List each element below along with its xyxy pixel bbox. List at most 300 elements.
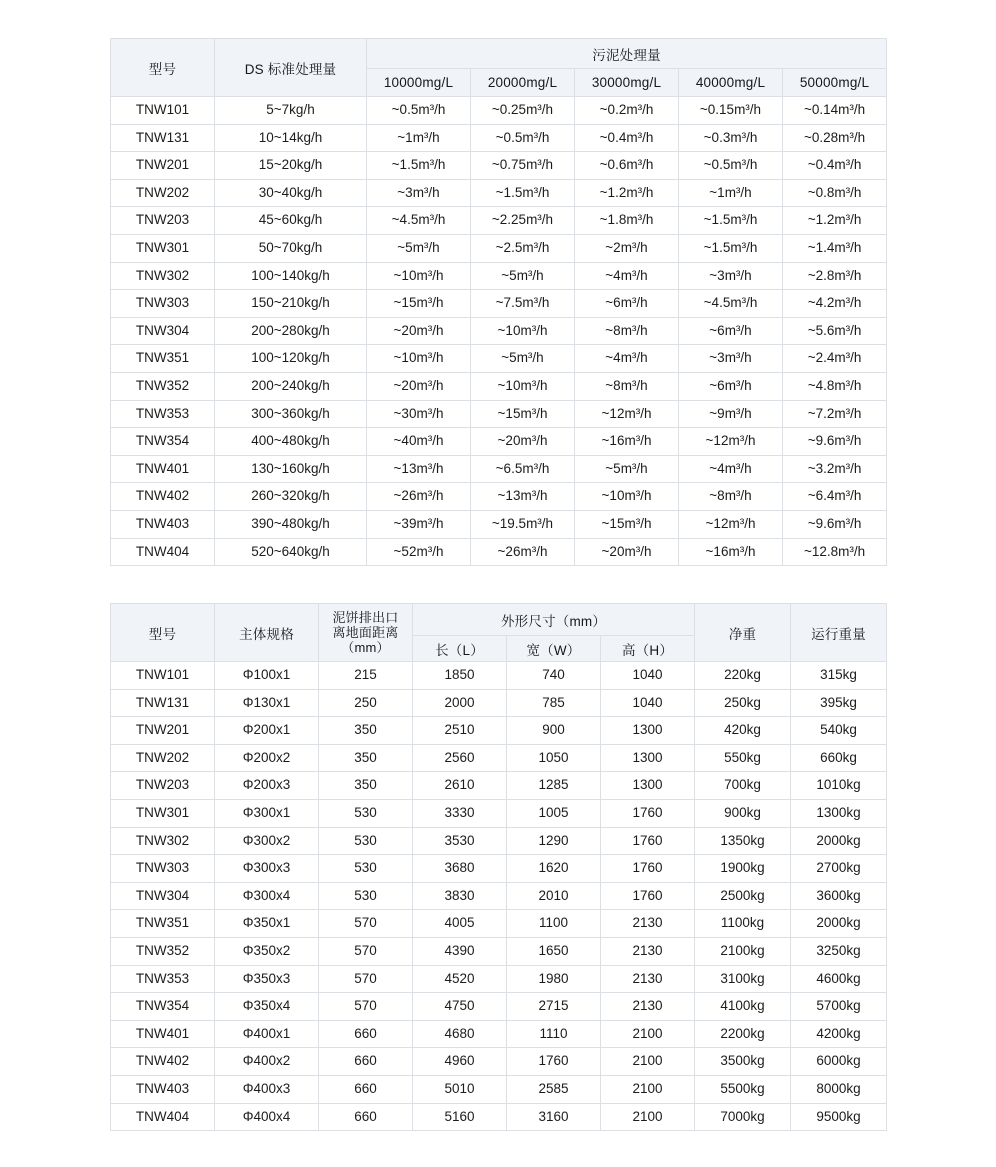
cell-net-weight: 900kg <box>695 799 791 827</box>
cell-capacity-10000mg/L: ~5m³/h <box>367 234 471 262</box>
cell-capacity-30000mg/L: ~15m³/h <box>575 510 679 538</box>
header-concentration-40000: 40000mg/L <box>679 69 783 97</box>
cell-capacity-30000mg/L: ~5m³/h <box>575 455 679 483</box>
table-row <box>111 717 887 745</box>
cell-model: TNW131 <box>111 689 215 717</box>
cell-capacity-30000mg/L: ~1.8m³/h <box>575 207 679 235</box>
table-row <box>111 97 887 125</box>
cell-length: 4005 <box>413 910 507 938</box>
table-row <box>111 179 887 207</box>
cell-ds-capacity: 10~14kg/h <box>215 124 367 152</box>
cell-net-weight: 220kg <box>695 662 791 690</box>
table-row <box>111 882 887 910</box>
table-row <box>111 1020 887 1048</box>
cell-width: 1100 <box>507 910 601 938</box>
cell-capacity-30000mg/L: ~8m³/h <box>575 372 679 400</box>
table-row <box>111 400 887 428</box>
cell-capacity-20000mg/L: ~13m³/h <box>471 483 575 511</box>
cell-model: TNW402 <box>111 1048 215 1076</box>
cell-capacity-30000mg/L: ~4m³/h <box>575 345 679 373</box>
cell-capacity-40000mg/L: ~0.5m³/h <box>679 152 783 180</box>
cell-discharge-height: 660 <box>319 1075 413 1103</box>
table-row <box>111 662 887 690</box>
header-height: 高（H） <box>601 636 695 662</box>
cell-body-spec: Φ350x4 <box>215 993 319 1021</box>
cell-body-spec: Φ350x2 <box>215 937 319 965</box>
cell-capacity-40000mg/L: ~4.5m³/h <box>679 290 783 318</box>
cell-ds-capacity: 100~120kg/h <box>215 345 367 373</box>
cell-length: 2610 <box>413 772 507 800</box>
cell-body-spec: Φ300x1 <box>215 799 319 827</box>
header-discharge-height-line-2: 离地面距离 <box>332 624 399 640</box>
cell-capacity-50000mg/L: ~1.2m³/h <box>783 207 887 235</box>
cell-capacity-20000mg/L: ~7.5m³/h <box>471 290 575 318</box>
header-row-top <box>111 39 887 69</box>
header-operating-weight: 运行重量 <box>791 604 887 662</box>
cell-height: 1300 <box>601 717 695 745</box>
cell-capacity-10000mg/L: ~10m³/h <box>367 345 471 373</box>
cell-ds-capacity: 200~280kg/h <box>215 317 367 345</box>
cell-capacity-40000mg/L: ~1m³/h <box>679 179 783 207</box>
cell-capacity-30000mg/L: ~10m³/h <box>575 483 679 511</box>
cell-height: 1760 <box>601 882 695 910</box>
cell-capacity-50000mg/L: ~2.8m³/h <box>783 262 887 290</box>
cell-capacity-40000mg/L: ~16m³/h <box>679 538 783 566</box>
cell-discharge-height: 570 <box>319 910 413 938</box>
cell-height: 1760 <box>601 827 695 855</box>
header-sludge-capacity-group: 污泥处理量 <box>367 39 887 69</box>
cell-ds-capacity: 150~210kg/h <box>215 290 367 318</box>
cell-capacity-30000mg/L: ~8m³/h <box>575 317 679 345</box>
cell-capacity-20000mg/L: ~19.5m³/h <box>471 510 575 538</box>
cell-height: 2130 <box>601 910 695 938</box>
cell-capacity-40000mg/L: ~9m³/h <box>679 400 783 428</box>
cell-operating-weight: 660kg <box>791 744 887 772</box>
cell-model: TNW303 <box>111 855 215 883</box>
cell-net-weight: 550kg <box>695 744 791 772</box>
cell-length: 3830 <box>413 882 507 910</box>
cell-model: TNW101 <box>111 97 215 125</box>
cell-operating-weight: 2700kg <box>791 855 887 883</box>
cell-ds-capacity: 30~40kg/h <box>215 179 367 207</box>
cell-capacity-30000mg/L: ~0.4m³/h <box>575 124 679 152</box>
cell-height: 1040 <box>601 662 695 690</box>
cell-length: 2510 <box>413 717 507 745</box>
cell-capacity-10000mg/L: ~15m³/h <box>367 290 471 318</box>
cell-length: 3530 <box>413 827 507 855</box>
cell-capacity-20000mg/L: ~1.5m³/h <box>471 179 575 207</box>
cell-height: 1300 <box>601 744 695 772</box>
table-row <box>111 483 887 511</box>
cell-body-spec: Φ400x1 <box>215 1020 319 1048</box>
cell-ds-capacity: 45~60kg/h <box>215 207 367 235</box>
cell-width: 785 <box>507 689 601 717</box>
cell-ds-capacity: 50~70kg/h <box>215 234 367 262</box>
cell-model: TNW403 <box>111 510 215 538</box>
cell-capacity-50000mg/L: ~0.14m³/h <box>783 97 887 125</box>
cell-discharge-height: 350 <box>319 717 413 745</box>
cell-capacity-50000mg/L: ~4.2m³/h <box>783 290 887 318</box>
cell-width: 2010 <box>507 882 601 910</box>
cell-body-spec: Φ300x4 <box>215 882 319 910</box>
cell-capacity-20000mg/L: ~0.75m³/h <box>471 152 575 180</box>
cell-height: 2130 <box>601 965 695 993</box>
cell-capacity-20000mg/L: ~15m³/h <box>471 400 575 428</box>
cell-length: 1850 <box>413 662 507 690</box>
cell-capacity-50000mg/L: ~9.6m³/h <box>783 510 887 538</box>
cell-body-spec: Φ400x3 <box>215 1075 319 1103</box>
cell-capacity-50000mg/L: ~9.6m³/h <box>783 428 887 456</box>
cell-model: TNW304 <box>111 882 215 910</box>
cell-capacity-40000mg/L: ~12m³/h <box>679 510 783 538</box>
cell-capacity-40000mg/L: ~0.15m³/h <box>679 97 783 125</box>
table-row <box>111 1075 887 1103</box>
header-body-spec: 主体规格 <box>215 604 319 662</box>
cell-discharge-height: 660 <box>319 1103 413 1131</box>
cell-operating-weight: 5700kg <box>791 993 887 1021</box>
cell-capacity-30000mg/L: ~20m³/h <box>575 538 679 566</box>
cell-capacity-20000mg/L: ~5m³/h <box>471 262 575 290</box>
cell-capacity-50000mg/L: ~7.2m³/h <box>783 400 887 428</box>
cell-capacity-50000mg/L: ~6.4m³/h <box>783 483 887 511</box>
cell-capacity-20000mg/L: ~10m³/h <box>471 317 575 345</box>
cell-body-spec: Φ300x2 <box>215 827 319 855</box>
cell-width: 1290 <box>507 827 601 855</box>
cell-model: TNW201 <box>111 152 215 180</box>
cell-discharge-height: 570 <box>319 937 413 965</box>
cell-body-spec: Φ350x3 <box>215 965 319 993</box>
cell-model: TNW304 <box>111 317 215 345</box>
header-concentration-20000: 20000mg/L <box>471 69 575 97</box>
cell-length: 4520 <box>413 965 507 993</box>
cell-capacity-20000mg/L: ~2.5m³/h <box>471 234 575 262</box>
cell-net-weight: 4100kg <box>695 993 791 1021</box>
cell-length: 3330 <box>413 799 507 827</box>
header-discharge-height <box>319 604 413 662</box>
cell-model: TNW352 <box>111 937 215 965</box>
cell-capacity-20000mg/L: ~20m³/h <box>471 428 575 456</box>
table-row <box>111 317 887 345</box>
cell-body-spec: Φ300x3 <box>215 855 319 883</box>
cell-width: 900 <box>507 717 601 745</box>
header-model: 型号 <box>111 604 215 662</box>
cell-discharge-height: 570 <box>319 993 413 1021</box>
table-row <box>111 910 887 938</box>
cell-discharge-height: 530 <box>319 855 413 883</box>
cell-capacity-30000mg/L: ~1.2m³/h <box>575 179 679 207</box>
header-net-weight: 净重 <box>695 604 791 662</box>
cell-operating-weight: 1010kg <box>791 772 887 800</box>
cell-operating-weight: 1300kg <box>791 799 887 827</box>
cell-capacity-50000mg/L: ~0.4m³/h <box>783 152 887 180</box>
cell-model: TNW302 <box>111 262 215 290</box>
cell-height: 2100 <box>601 1103 695 1131</box>
cell-capacity-10000mg/L: ~40m³/h <box>367 428 471 456</box>
dimensions-weight-table <box>110 603 887 1131</box>
cell-capacity-30000mg/L: ~6m³/h <box>575 290 679 318</box>
cell-capacity-50000mg/L: ~5.6m³/h <box>783 317 887 345</box>
cell-length: 2560 <box>413 744 507 772</box>
header-discharge-height-line-3: （mm） <box>341 640 390 656</box>
cell-capacity-40000mg/L: ~0.3m³/h <box>679 124 783 152</box>
cell-capacity-30000mg/L: ~0.6m³/h <box>575 152 679 180</box>
cell-capacity-10000mg/L: ~10m³/h <box>367 262 471 290</box>
cell-width: 1760 <box>507 1048 601 1076</box>
cell-height: 1760 <box>601 855 695 883</box>
sludge-capacity-table-block <box>110 38 886 566</box>
cell-length: 4960 <box>413 1048 507 1076</box>
cell-model: TNW403 <box>111 1075 215 1103</box>
cell-net-weight: 1350kg <box>695 827 791 855</box>
cell-height: 2100 <box>601 1048 695 1076</box>
cell-capacity-10000mg/L: ~26m³/h <box>367 483 471 511</box>
cell-net-weight: 2100kg <box>695 937 791 965</box>
cell-operating-weight: 3250kg <box>791 937 887 965</box>
cell-capacity-50000mg/L: ~1.4m³/h <box>783 234 887 262</box>
cell-model: TNW203 <box>111 207 215 235</box>
cell-body-spec: Φ200x1 <box>215 717 319 745</box>
cell-width: 1005 <box>507 799 601 827</box>
cell-model: TNW354 <box>111 993 215 1021</box>
cell-length: 5160 <box>413 1103 507 1131</box>
cell-operating-weight: 395kg <box>791 689 887 717</box>
table-row <box>111 993 887 1021</box>
header-length: 长（L） <box>413 636 507 662</box>
cell-capacity-40000mg/L: ~12m³/h <box>679 428 783 456</box>
table-row <box>111 1103 887 1131</box>
header-discharge-height-line-1: 泥饼排出口 <box>332 609 399 625</box>
cell-model: TNW201 <box>111 717 215 745</box>
header-dimensions-group: 外形尺寸（mm） <box>413 604 695 636</box>
cell-net-weight: 700kg <box>695 772 791 800</box>
cell-body-spec: Φ200x3 <box>215 772 319 800</box>
cell-net-weight: 250kg <box>695 689 791 717</box>
cell-model: TNW354 <box>111 428 215 456</box>
cell-ds-capacity: 200~240kg/h <box>215 372 367 400</box>
cell-net-weight: 7000kg <box>695 1103 791 1131</box>
cell-length: 4680 <box>413 1020 507 1048</box>
table-row <box>111 689 887 717</box>
cell-net-weight: 2200kg <box>695 1020 791 1048</box>
cell-capacity-40000mg/L: ~3m³/h <box>679 345 783 373</box>
header-concentration-10000: 10000mg/L <box>367 69 471 97</box>
cell-net-weight: 3100kg <box>695 965 791 993</box>
cell-capacity-50000mg/L: ~0.8m³/h <box>783 179 887 207</box>
table-row <box>111 124 887 152</box>
header-width: 宽（W） <box>507 636 601 662</box>
cell-capacity-10000mg/L: ~52m³/h <box>367 538 471 566</box>
cell-capacity-50000mg/L: ~12.8m³/h <box>783 538 887 566</box>
cell-capacity-20000mg/L: ~2.25m³/h <box>471 207 575 235</box>
cell-height: 2130 <box>601 937 695 965</box>
cell-width: 1050 <box>507 744 601 772</box>
dimensions-weight-table-block <box>110 603 886 1131</box>
cell-body-spec: Φ130x1 <box>215 689 319 717</box>
cell-model: TNW401 <box>111 455 215 483</box>
cell-height: 2130 <box>601 993 695 1021</box>
cell-capacity-10000mg/L: ~3m³/h <box>367 179 471 207</box>
cell-discharge-height: 530 <box>319 799 413 827</box>
cell-length: 4750 <box>413 993 507 1021</box>
cell-capacity-50000mg/L: ~3.2m³/h <box>783 455 887 483</box>
cell-model: TNW401 <box>111 1020 215 1048</box>
cell-length: 4390 <box>413 937 507 965</box>
cell-width: 1650 <box>507 937 601 965</box>
table-row <box>111 855 887 883</box>
cell-ds-capacity: 390~480kg/h <box>215 510 367 538</box>
cell-width: 1285 <box>507 772 601 800</box>
cell-height: 2100 <box>601 1020 695 1048</box>
cell-model: TNW202 <box>111 744 215 772</box>
cell-discharge-height: 660 <box>319 1020 413 1048</box>
cell-discharge-height: 530 <box>319 827 413 855</box>
cell-discharge-height: 350 <box>319 772 413 800</box>
cell-model: TNW402 <box>111 483 215 511</box>
table-row <box>111 455 887 483</box>
cell-model: TNW404 <box>111 538 215 566</box>
table-row <box>111 290 887 318</box>
cell-operating-weight: 315kg <box>791 662 887 690</box>
cell-width: 740 <box>507 662 601 690</box>
sludge-capacity-table <box>110 38 887 566</box>
cell-capacity-40000mg/L: ~3m³/h <box>679 262 783 290</box>
cell-operating-weight: 6000kg <box>791 1048 887 1076</box>
cell-discharge-height: 215 <box>319 662 413 690</box>
cell-capacity-10000mg/L: ~20m³/h <box>367 317 471 345</box>
sludge-capacity-table-body <box>111 97 887 566</box>
cell-capacity-30000mg/L: ~2m³/h <box>575 234 679 262</box>
cell-operating-weight: 4600kg <box>791 965 887 993</box>
table-row <box>111 207 887 235</box>
cell-capacity-30000mg/L: ~16m³/h <box>575 428 679 456</box>
cell-width: 1980 <box>507 965 601 993</box>
cell-net-weight: 5500kg <box>695 1075 791 1103</box>
cell-capacity-30000mg/L: ~12m³/h <box>575 400 679 428</box>
cell-model: TNW203 <box>111 772 215 800</box>
cell-capacity-20000mg/L: ~6.5m³/h <box>471 455 575 483</box>
cell-capacity-20000mg/L: ~0.5m³/h <box>471 124 575 152</box>
table-row <box>111 152 887 180</box>
cell-operating-weight: 9500kg <box>791 1103 887 1131</box>
cell-ds-capacity: 260~320kg/h <box>215 483 367 511</box>
cell-capacity-30000mg/L: ~0.2m³/h <box>575 97 679 125</box>
cell-model: TNW353 <box>111 400 215 428</box>
cell-width: 1620 <box>507 855 601 883</box>
header-ds-capacity: DS 标准处理量 <box>215 39 367 97</box>
cell-operating-weight: 540kg <box>791 717 887 745</box>
cell-model: TNW351 <box>111 910 215 938</box>
cell-capacity-40000mg/L: ~6m³/h <box>679 317 783 345</box>
cell-ds-capacity: 15~20kg/h <box>215 152 367 180</box>
cell-capacity-50000mg/L: ~4.8m³/h <box>783 372 887 400</box>
cell-height: 1760 <box>601 799 695 827</box>
cell-model: TNW301 <box>111 234 215 262</box>
cell-body-spec: Φ400x4 <box>215 1103 319 1131</box>
cell-width: 2715 <box>507 993 601 1021</box>
cell-width: 2585 <box>507 1075 601 1103</box>
cell-capacity-10000mg/L: ~1m³/h <box>367 124 471 152</box>
dimensions-weight-table-body <box>111 662 887 1131</box>
cell-model: TNW131 <box>111 124 215 152</box>
cell-net-weight: 1900kg <box>695 855 791 883</box>
table-row <box>111 744 887 772</box>
cell-capacity-40000mg/L: ~4m³/h <box>679 455 783 483</box>
header-concentration-30000: 30000mg/L <box>575 69 679 97</box>
cell-width: 3160 <box>507 1103 601 1131</box>
header-concentration-50000: 50000mg/L <box>783 69 887 97</box>
table-row <box>111 937 887 965</box>
cell-capacity-20000mg/L: ~5m³/h <box>471 345 575 373</box>
cell-capacity-20000mg/L: ~26m³/h <box>471 538 575 566</box>
table-row <box>111 538 887 566</box>
cell-body-spec: Φ350x1 <box>215 910 319 938</box>
cell-capacity-10000mg/L: ~4.5m³/h <box>367 207 471 235</box>
cell-capacity-10000mg/L: ~0.5m³/h <box>367 97 471 125</box>
cell-length: 2000 <box>413 689 507 717</box>
cell-model: TNW101 <box>111 662 215 690</box>
cell-net-weight: 2500kg <box>695 882 791 910</box>
table-row <box>111 827 887 855</box>
table-row <box>111 262 887 290</box>
cell-model: TNW301 <box>111 799 215 827</box>
cell-operating-weight: 4200kg <box>791 1020 887 1048</box>
cell-capacity-40000mg/L: ~8m³/h <box>679 483 783 511</box>
cell-model: TNW351 <box>111 345 215 373</box>
cell-ds-capacity: 300~360kg/h <box>215 400 367 428</box>
cell-discharge-height: 250 <box>319 689 413 717</box>
cell-capacity-10000mg/L: ~1.5m³/h <box>367 152 471 180</box>
cell-capacity-50000mg/L: ~2.4m³/h <box>783 345 887 373</box>
header-model: 型号 <box>111 39 215 97</box>
table-row <box>111 799 887 827</box>
cell-model: TNW404 <box>111 1103 215 1131</box>
cell-model: TNW302 <box>111 827 215 855</box>
cell-ds-capacity: 130~160kg/h <box>215 455 367 483</box>
cell-body-spec: Φ400x2 <box>215 1048 319 1076</box>
cell-height: 2100 <box>601 1075 695 1103</box>
cell-height: 1300 <box>601 772 695 800</box>
cell-capacity-20000mg/L: ~10m³/h <box>471 372 575 400</box>
table-row <box>111 234 887 262</box>
cell-discharge-height: 660 <box>319 1048 413 1076</box>
cell-operating-weight: 2000kg <box>791 827 887 855</box>
table-row <box>111 428 887 456</box>
cell-capacity-10000mg/L: ~13m³/h <box>367 455 471 483</box>
cell-ds-capacity: 5~7kg/h <box>215 97 367 125</box>
cell-body-spec: Φ100x1 <box>215 662 319 690</box>
cell-net-weight: 1100kg <box>695 910 791 938</box>
cell-ds-capacity: 400~480kg/h <box>215 428 367 456</box>
table-row <box>111 345 887 373</box>
cell-discharge-height: 570 <box>319 965 413 993</box>
cell-ds-capacity: 100~140kg/h <box>215 262 367 290</box>
cell-length: 3680 <box>413 855 507 883</box>
table-row <box>111 510 887 538</box>
cell-net-weight: 3500kg <box>695 1048 791 1076</box>
cell-model: TNW352 <box>111 372 215 400</box>
cell-discharge-height: 530 <box>319 882 413 910</box>
cell-body-spec: Φ200x2 <box>215 744 319 772</box>
cell-model: TNW353 <box>111 965 215 993</box>
cell-height: 1040 <box>601 689 695 717</box>
cell-operating-weight: 8000kg <box>791 1075 887 1103</box>
cell-ds-capacity: 520~640kg/h <box>215 538 367 566</box>
cell-capacity-10000mg/L: ~30m³/h <box>367 400 471 428</box>
cell-model: TNW303 <box>111 290 215 318</box>
dimensions-weight-table-head <box>111 604 887 662</box>
cell-width: 1110 <box>507 1020 601 1048</box>
table-row <box>111 965 887 993</box>
